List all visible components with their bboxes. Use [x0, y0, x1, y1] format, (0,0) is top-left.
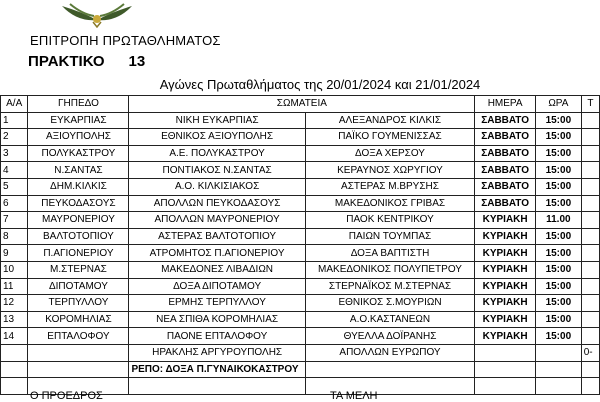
away-team: ΚΕΡΑΥΝΟΣ ΧΩΡΥΓΙΟΥ — [305, 162, 475, 179]
match-time: 15:00 — [535, 295, 581, 312]
column-header-day: ΗΜΕΡΑ — [475, 96, 536, 113]
extra-home-team: ΗΡΑΚΛΗΣ ΑΡΓΥΡΟΥΠΟΛΗΣ — [129, 344, 305, 361]
rest-team: ΡΕΠΟ: ΔΟΞΑ Π.ΓΥΝΑΙΚΟΚΑΣΤΡΟΥ — [129, 361, 305, 378]
home-team: Α.Ε. ΠΟΛΥΚΑΣΤΡΟΥ — [129, 145, 305, 162]
federation-logo-icon — [52, 0, 142, 28]
empty-cell — [535, 378, 581, 395]
match-field: ΑΞΙΟΥΠΟΛΗΣ — [28, 129, 129, 146]
match-field: ΠΕΥΚΟΔΑΣΟΥΣ — [28, 195, 129, 212]
table-row — [1, 261, 600, 278]
extra-score: 0- — [581, 344, 599, 361]
match-number: 8 — [1, 228, 28, 245]
extra-away-team: ΑΠΟΛΛΩΝ ΕΥΡΩΠΟΥ — [305, 344, 475, 361]
match-field: Μ.ΣΤΕΡΝΑΣ — [28, 261, 129, 278]
members-label: ΤΑ ΜΕΛΗ — [330, 390, 378, 402]
away-team: ΘΥΕΛΛΑ ΔΟΪΡΑΝΗΣ — [305, 328, 475, 345]
home-team: ΕΡΜΗΣ ΤΕΡΠΥΛΛΟΥ — [129, 295, 305, 312]
record-label: ΠΡΑΚΤΙΚΟ — [28, 53, 105, 70]
extra-cell — [581, 228, 599, 245]
empty-cell — [475, 344, 536, 361]
home-team: ΠΑΟΝΕ ΕΠΤΑΛΟΦΟΥ — [129, 328, 305, 345]
table-header-row — [1, 96, 600, 113]
empty-cell — [1, 378, 28, 395]
match-field: ΒΑΛΤΟΤΟΠΙΟΥ — [28, 228, 129, 245]
match-day: ΣΑΒΒΑΤΟ — [475, 145, 536, 162]
committee-heading: ΕΠΙΤΡΟΠΗ ΠΡΩΤΑΘΛΗΜΑΤΟΣ — [30, 33, 221, 48]
away-team: ΠΑΪΚΟ ΓΟΥΜΕΝΙΣΣΑΣ — [305, 129, 475, 146]
match-field: ΔΗΜ.ΚΙΛΚΙΣ — [28, 178, 129, 195]
match-day: ΣΑΒΒΑΤΟ — [475, 129, 536, 146]
home-team: ΝΕΑ ΣΠΙΘΑ ΚΟΡΟΜΗΛΙΑΣ — [129, 311, 305, 328]
match-day: ΣΑΒΒΑΤΟ — [475, 178, 536, 195]
table-row — [1, 311, 600, 328]
match-time: 15:00 — [535, 145, 581, 162]
match-time: 15:00 — [535, 178, 581, 195]
match-number: 4 — [1, 162, 28, 179]
match-field: ΤΕΡΠΥΛΛΟΥ — [28, 295, 129, 312]
match-field: Ν.ΣΑΝΤΑΣ — [28, 162, 129, 179]
home-team: ΑΠΟΛΛΩΝ ΠΕΥΚΟΔΑΣΟΥΣ — [129, 195, 305, 212]
extra-cell — [581, 278, 599, 295]
home-team: ΔΟΞΑ ΔΙΠΟΤΑΜΟΥ — [129, 278, 305, 295]
matchday-subtitle: Αγώνες Πρωταθλήματος της 20/01/2024 και 21/01/2024 — [159, 77, 481, 92]
column-header-extra: Τ — [581, 96, 599, 113]
empty-cell — [129, 378, 305, 395]
match-field: Π.ΑΓΙΟΝΕΡΙΟΥ — [28, 245, 129, 262]
match-day: ΚΥΡΙΑΚΗ — [475, 278, 536, 295]
match-time: 15:00 — [535, 328, 581, 345]
match-number: 12 — [1, 295, 28, 312]
home-team: ΕΘΝΙΚΟΣ ΑΞΙΟΥΠΟΛΗΣ — [129, 129, 305, 146]
away-team: ΕΘΝΙΚΟΣ Σ.ΜΟΥΡΙΩΝ — [305, 295, 475, 312]
president-label: Ο ΠΡΟΕΔΡΟΣ — [30, 390, 103, 402]
home-team: ΠΟΝΤΙΑΚΟΣ Ν.ΣΑΝΤΑΣ — [129, 162, 305, 179]
match-field: ΕΠΤΑΛΟΦΟΥ — [28, 328, 129, 345]
empty-cell — [535, 344, 581, 361]
table-row — [1, 295, 600, 312]
empty-cell — [581, 361, 599, 378]
extra-cell — [581, 295, 599, 312]
empty-cell — [475, 361, 536, 378]
extra-cell — [581, 129, 599, 146]
table-row — [1, 195, 600, 212]
away-team: ΑΛΕΞΑΝΔΡΟΣ ΚΙΛΚΙΣ — [305, 112, 475, 129]
empty-cell — [581, 378, 599, 395]
extra-cell — [581, 178, 599, 195]
match-day: ΚΥΡΙΑΚΗ — [475, 228, 536, 245]
match-time: 15:00 — [535, 195, 581, 212]
home-team: ΑΣΤΕΡΑΣ ΒΑΛΤΟΤΟΠΙΟΥ — [129, 228, 305, 245]
match-time: 11.00 — [535, 212, 581, 229]
extra-cell — [581, 311, 599, 328]
home-team: ΑΤΡΟΜΗΤΟΣ Π.ΑΓΙΟΝΕΡΙΟΥ — [129, 245, 305, 262]
match-field: ΕΥΚΑΡΠΙΑΣ — [28, 112, 129, 129]
match-number: 6 — [1, 195, 28, 212]
match-time: 15:00 — [535, 112, 581, 129]
table-row — [1, 328, 600, 345]
match-time: 15:00 — [535, 245, 581, 262]
away-team: ΔΟΞΑ ΒΑΠΤΙΣΤΗ — [305, 245, 475, 262]
extra-cell — [581, 195, 599, 212]
match-number: 3 — [1, 145, 28, 162]
away-team: ΠΑΟΚ ΚΕΝΤΡΙΚΟΥ — [305, 212, 475, 229]
away-team: ΔΟΞΑ ΧΕΡΣΟΥ — [305, 145, 475, 162]
fixtures-table — [0, 95, 600, 395]
empty-cell — [28, 344, 129, 361]
match-field: ΜΑΥΡΟΝΕΡΙΟΥ — [28, 212, 129, 229]
match-number: 13 — [1, 311, 28, 328]
match-time: 15:00 — [535, 228, 581, 245]
away-team: ΣΤΕΡΝΑΪΚΟΣ Μ.ΣΤΕΡΝΑΣ — [305, 278, 475, 295]
table-row — [1, 178, 600, 195]
table-row — [1, 212, 600, 229]
match-number: 11 — [1, 278, 28, 295]
match-time: 15:00 — [535, 311, 581, 328]
table-row — [1, 145, 600, 162]
table-row — [1, 228, 600, 245]
match-day: ΣΑΒΒΑΤΟ — [475, 112, 536, 129]
away-team: ΜΑΚΕΔΟΝΙΚΟΣ ΓΡΙΒΑΣ — [305, 195, 475, 212]
extra-cell — [581, 245, 599, 262]
extra-cell — [581, 328, 599, 345]
match-day: ΚΥΡΙΑΚΗ — [475, 212, 536, 229]
column-header-teams: ΣΩΜΑΤΕΙΑ — [129, 96, 475, 113]
match-field: ΠΟΛΥΚΑΣΤΡΟΥ — [28, 145, 129, 162]
empty-cell — [535, 361, 581, 378]
table-row — [1, 129, 600, 146]
extra-cell — [581, 212, 599, 229]
home-team: Α.Ο. ΚΙΛΚΙΣΙΑΚΟΣ — [129, 178, 305, 195]
match-number: 9 — [1, 245, 28, 262]
away-team: ΑΣΤΕΡΑΣ Μ.ΒΡΥΣΗΣ — [305, 178, 475, 195]
match-day: ΚΥΡΙΑΚΗ — [475, 311, 536, 328]
table-row — [1, 112, 600, 129]
match-number: 5 — [1, 178, 28, 195]
match-time: 15:00 — [535, 162, 581, 179]
match-day: ΚΥΡΙΑΚΗ — [475, 295, 536, 312]
column-header-aa: Α/Α — [1, 96, 28, 113]
extra-cell — [581, 261, 599, 278]
table-row — [1, 162, 600, 179]
table-row — [1, 344, 600, 361]
table-row — [1, 278, 600, 295]
match-day: ΣΑΒΒΑΤΟ — [475, 162, 536, 179]
extra-cell — [581, 162, 599, 179]
extra-cell — [581, 145, 599, 162]
match-number: 1 — [1, 112, 28, 129]
match-number: 10 — [1, 261, 28, 278]
record-title — [28, 53, 145, 70]
match-time: 15:00 — [535, 129, 581, 146]
table-row — [1, 361, 600, 378]
match-day: ΚΥΡΙΑΚΗ — [475, 261, 536, 278]
match-day: ΣΑΒΒΑΤΟ — [475, 195, 536, 212]
away-team: Α.Ο.ΚΑΣΤΑΝΕΩΝ — [305, 311, 475, 328]
match-field: ΚΟΡΟΜΗΛΙΑΣ — [28, 311, 129, 328]
home-team: ΑΠΟΛΛΩΝ ΜΑΥΡΟΝΕΡΙΟΥ — [129, 212, 305, 229]
empty-cell — [475, 378, 536, 395]
away-team: ΜΑΚΕΔΟΝΙΚΟΣ ΠΟΛΥΠΕΤΡΟΥ — [305, 261, 475, 278]
match-day: ΚΥΡΙΑΚΗ — [475, 328, 536, 345]
record-number: 13 — [128, 53, 146, 70]
match-number: 7 — [1, 212, 28, 229]
column-header-field: ΓΗΠΕΔΟ — [28, 96, 129, 113]
empty-cell — [1, 344, 28, 361]
empty-cell — [305, 361, 475, 378]
match-number: 14 — [1, 328, 28, 345]
match-time: 15:00 — [535, 261, 581, 278]
home-team: ΝΙΚΗ ΕΥΚΑΡΠΙΑΣ — [129, 112, 305, 129]
match-field: ΔΙΠΟΤΑΜΟΥ — [28, 278, 129, 295]
match-time: 15:00 — [535, 278, 581, 295]
extra-cell — [581, 112, 599, 129]
home-team: ΜΑΚΕΔΟΝΕΣ ΛΙΒΑΔΙΩΝ — [129, 261, 305, 278]
column-header-time: ΩΡΑ — [535, 96, 581, 113]
match-number: 2 — [1, 129, 28, 146]
empty-cell — [28, 361, 129, 378]
empty-cell — [1, 361, 28, 378]
table-row — [1, 245, 600, 262]
match-day: ΚΥΡΙΑΚΗ — [475, 245, 536, 262]
away-team: ΠΑΙΩΝ ΤΟΥΜΠΑΣ — [305, 228, 475, 245]
